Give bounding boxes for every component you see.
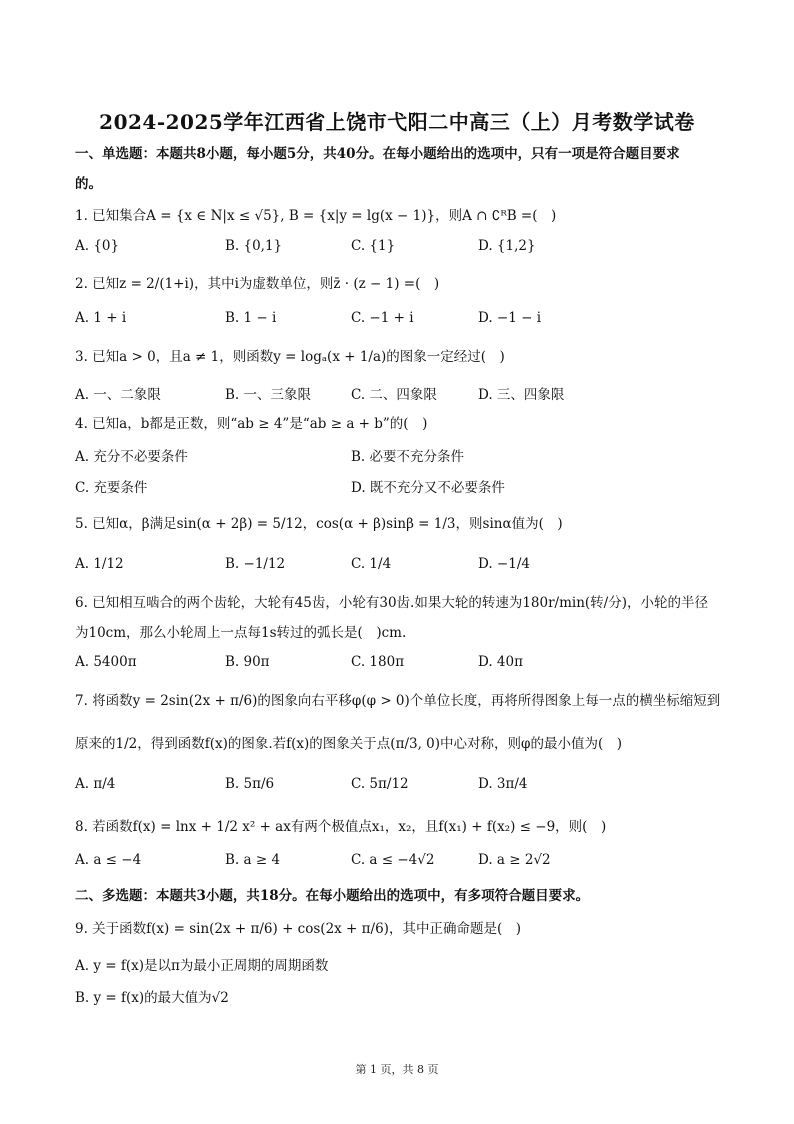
question-7-stem-line1: 7. 将函数y = 2sin(2x + π/6)的图象向右平移φ(φ > 0)个单位长度，再将所得图象上每一点的横坐标缩短到 — [75, 693, 721, 709]
question-2-option-b: B. 1 − i — [225, 310, 277, 326]
question-2-options — [75, 310, 725, 332]
question-1-option-c: C. {1} — [351, 238, 396, 254]
question-7-options — [75, 776, 725, 798]
question-3-options — [75, 383, 725, 405]
question-2-option-a: A. 1 + i — [75, 310, 127, 326]
question-6-options — [75, 654, 725, 676]
question-5-option-c: C. 1/4 — [351, 556, 392, 572]
question-3-option-d: D. 三、四象限 — [478, 387, 565, 403]
question-8-option-d: D. a ≥ 2√2 — [478, 852, 551, 868]
question-2-stem: 2. 已知z = 2/(1+i)，其中i为虚数单位，则z̄ · (z − 1) =( ) — [75, 276, 440, 292]
question-1-stem: 1. 已知集合A = {x ∈ N|x ≤ √5}, B = {x|y = lg(x − 1)}，则A ∩ ∁ᴿB =( ) — [75, 208, 557, 224]
question-8-option-c: C. a ≤ −4√2 — [351, 852, 435, 868]
page-title: 2024-2025学年江西省上饶市弋阳二中高三（上）月考数学试卷 — [99, 110, 695, 134]
question-3-option-c: C. 二、四象限 — [351, 387, 437, 403]
question-9-option-a: A. y = f(x)是以π为最小正周期的周期函数 — [75, 958, 329, 974]
question-4-option-c: C. 充要条件 — [75, 480, 148, 496]
question-1-option-d: D. {1,2} — [478, 238, 536, 254]
question-6-stem-line2: 为10cm，那么小轮周上一点每1s转过的弧长是( )cm. — [75, 625, 407, 641]
page-footer: 第 1 页，共 8 页 — [355, 1063, 439, 1076]
question-5-options — [75, 556, 725, 578]
question-4-stem: 4. 已知a，b都是正数，则“ab ≥ 4”是“ab ≥ a + b”的( ) — [75, 416, 428, 432]
question-3-option-a: A. 一、二象限 — [75, 387, 161, 403]
question-8-stem: 8. 若函数f(x) = lnx + 1/2 x² + ax有两个极值点x₁，x₂，且f(x₁) + f(x₂) ≤ −9，则( ) — [75, 819, 607, 835]
question-7-option-d: D. 3π/4 — [478, 776, 528, 792]
question-4-options-row1 — [75, 445, 725, 467]
question-7-stem-line2: 原来的1/2，得到函数f(x)的图象.若f(x)的图象关于点(π/3, 0)中心对称，则φ的最小值为( ) — [75, 736, 623, 752]
question-9-stem: 9. 关于函数f(x) = sin(2x + π/6) + cos(2x + π/6)，其中正确命题是( ) — [75, 921, 521, 937]
question-6-option-a: A. 5400π — [75, 654, 137, 670]
question-4-option-d: D. 既不充分又不必要条件 — [351, 480, 505, 496]
question-4-option-b: B. 必要不充分条件 — [351, 449, 465, 465]
question-5-stem: 5. 已知α，β满足sin(α + 2β) = 5/12，cos(α + β)sinβ = 1/3，则sinα值为( ) — [75, 516, 563, 532]
question-7-option-c: C. 5π/12 — [351, 776, 409, 792]
question-8-option-b: B. a ≥ 4 — [225, 852, 281, 868]
question-8-options — [75, 852, 725, 874]
question-9-option-b: B. y = f(x)的最大值为√2 — [75, 990, 229, 1006]
section-heading-single-choice: 一、单选题：本题共8小题，每小题5分，共40分。在每小题给出的选项中，只有一项是符合题目要求 — [75, 146, 680, 162]
question-1-option-a: A. {0} — [75, 238, 120, 254]
question-4-options-row2 — [75, 476, 725, 498]
question-6-option-c: C. 180π — [351, 654, 405, 670]
question-6-option-d: D. 40π — [478, 654, 523, 670]
question-1-option-b: B. {0,1} — [225, 238, 283, 254]
question-7-option-a: A. π/4 — [75, 776, 116, 792]
question-6-option-b: B. 90π — [225, 654, 270, 670]
question-6-stem-line1: 6. 已知相互啮合的两个齿轮，大轮有45齿，小轮有30齿.如果大轮的转速为180r/min(转/分)，小轮的半径 — [75, 595, 708, 611]
question-4-option-a: A. 充分不必要条件 — [75, 449, 188, 465]
question-1-options — [75, 238, 725, 260]
question-2-option-d: D. −1 − i — [478, 310, 542, 326]
question-7-option-b: B. 5π/6 — [225, 776, 275, 792]
question-8-option-a: A. a ≤ −4 — [75, 852, 142, 868]
question-5-option-b: B. −1/12 — [225, 556, 286, 572]
question-2-option-c: C. −1 + i — [351, 310, 414, 326]
question-5-option-d: D. −1/4 — [478, 556, 530, 572]
question-3-option-b: B. 一、三象限 — [225, 387, 312, 403]
question-5-option-a: A. 1/12 — [75, 556, 124, 572]
section-heading-single-choice-cont: 的。 — [75, 176, 102, 192]
section-heading-multi-choice: 二、多选题：本题共3小题，共18分。在每小题给出的选项中，有多项符合题目要求。 — [75, 888, 590, 904]
question-3-stem: 3. 已知a > 0，且a ≠ 1，则函数y = logₐ(x + 1/a)的图象一定经过( ) — [75, 349, 505, 365]
